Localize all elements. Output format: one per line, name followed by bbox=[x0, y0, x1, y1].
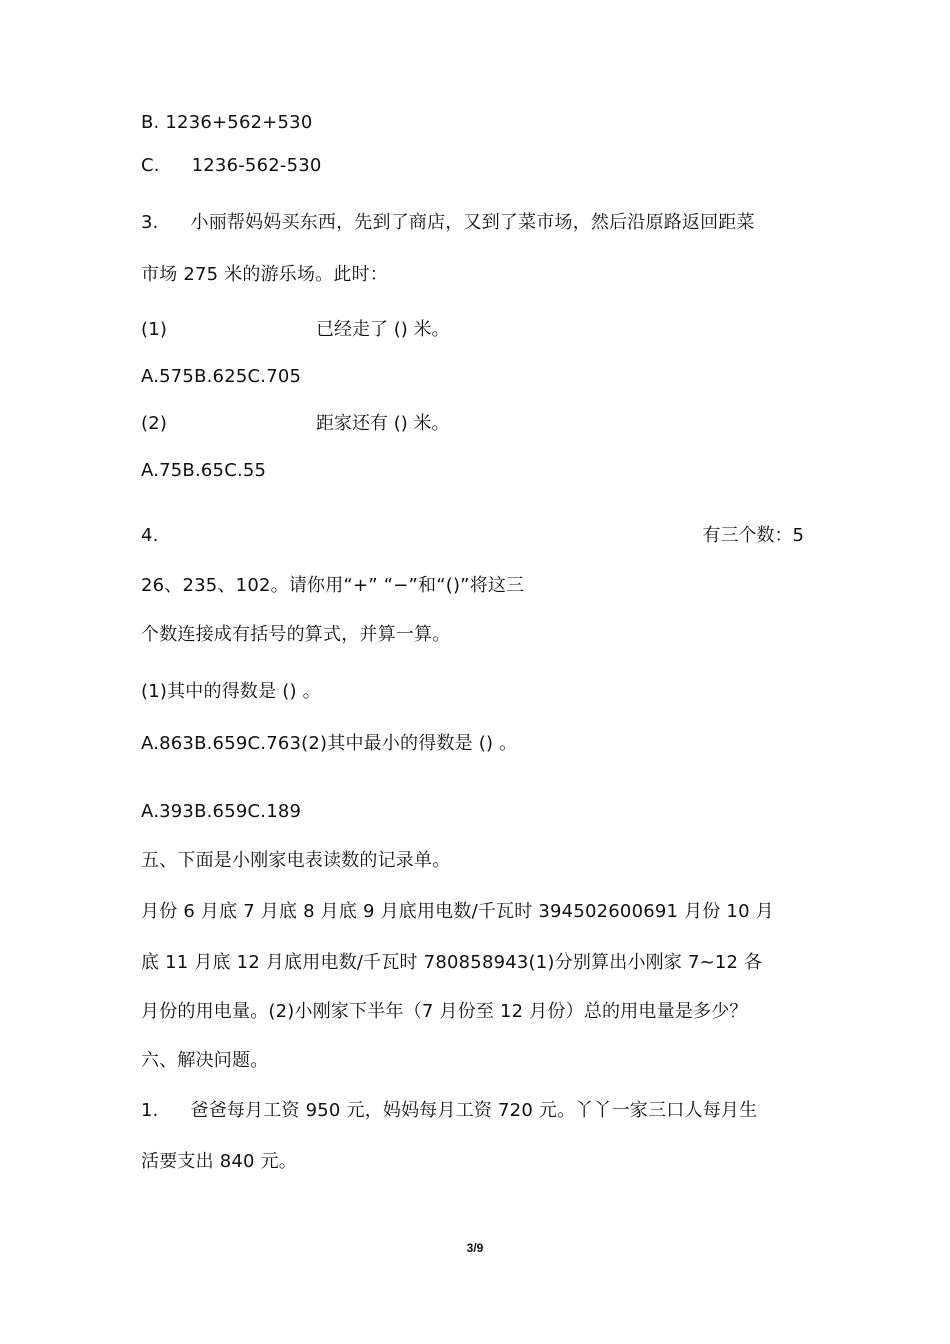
option-c-label: C. bbox=[141, 155, 160, 176]
question-4-number: 4. bbox=[141, 525, 159, 546]
question-3-text: 小丽帮妈妈买东西，先到了商店，又到了菜市场，然后沿原路返回距菜 bbox=[190, 212, 755, 233]
section-5-line-2: 底 11 月底 12 月底用电数/千瓦时 780858943(1)分别算出小刚家 7~12 各 bbox=[141, 952, 763, 973]
question-3-2-label: (2) bbox=[141, 413, 168, 434]
option-c bbox=[141, 154, 322, 178]
question-3-2-text: 距家还有 () 米。 bbox=[316, 413, 450, 434]
option-b bbox=[141, 111, 313, 135]
question-4-1-options: A.863B.659C.763(2)其中最小的得数是 () 。 bbox=[141, 733, 518, 754]
page-number: 3/9 bbox=[466, 1241, 484, 1255]
section-6-question-1-text: 爸爸每月工资 950 元，妈妈每月工资 720 元。丫丫一家三口人每月生 bbox=[190, 1100, 758, 1121]
option-c-expression: 1236-562-530 bbox=[191, 155, 322, 176]
question-4-line-1: 26、235、102。请你用“+” “−”和“()”将这三 bbox=[141, 575, 525, 596]
section-5-line-3: 月份的用电量。(2)小刚家下半年（7 月份至 12 月份）总的用电量是多少？ bbox=[141, 1001, 748, 1022]
question-4-2-options: A.393B.659C.189 bbox=[141, 801, 302, 822]
section-6-question-1-line-1 bbox=[141, 1099, 757, 1123]
question-4-1: (1)其中的得数是 () 。 bbox=[141, 681, 321, 702]
section-5-line-1: 月份 6 月底 7 月底 8 月底 9 月底用电数/千瓦时 394502600691 月份 10 月 bbox=[141, 901, 774, 922]
section-6-question-1-line-2: 活要支出 840 元。 bbox=[141, 1151, 297, 1172]
question-3-1-label: (1) bbox=[141, 319, 168, 340]
option-b-label: B. bbox=[141, 112, 160, 133]
question-3-1-text: 已经走了 () 米。 bbox=[316, 319, 450, 340]
option-b-expression: 1236+562+530 bbox=[165, 112, 313, 133]
question-3-line-2: 市场 275 米的游乐场。此时： bbox=[141, 264, 388, 285]
section-6-question-1-number: 1. bbox=[141, 1100, 159, 1121]
question-3-line-1 bbox=[141, 211, 755, 235]
question-3-2-options: A.75B.65C.55 bbox=[141, 460, 267, 481]
question-4-line-2: 个数连接成有括号的算式，并算一算。 bbox=[141, 624, 451, 645]
section-5-title: 五、下面是小刚家电表读数的记录单。 bbox=[141, 850, 451, 871]
question-4-lead: 有三个数：5 bbox=[702, 525, 804, 546]
section-6-title: 六、解决问题。 bbox=[141, 1050, 269, 1071]
question-3-number: 3. bbox=[141, 212, 159, 233]
question-3-1-options: A.575B.625C.705 bbox=[141, 366, 302, 387]
